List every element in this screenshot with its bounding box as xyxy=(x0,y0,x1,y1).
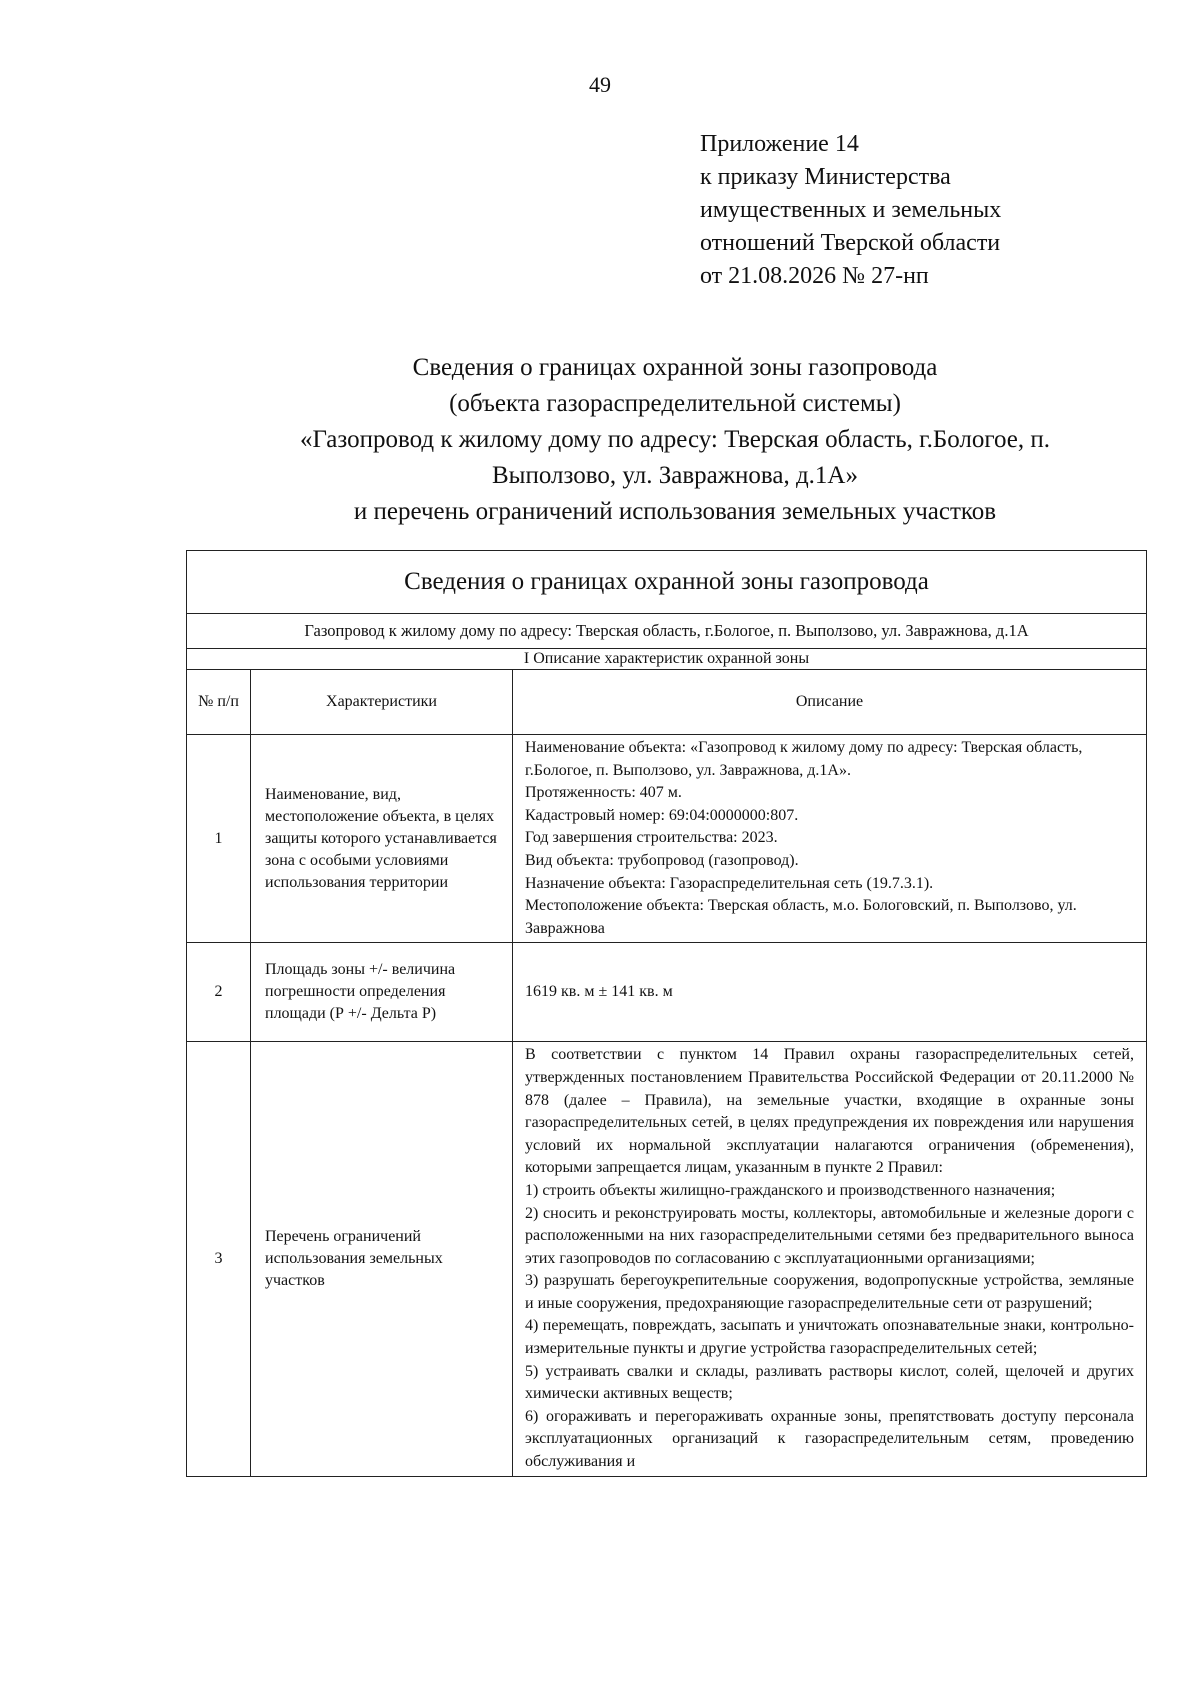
protection-zone-table xyxy=(186,550,1147,1477)
table-row xyxy=(187,1042,1147,1476)
description-line: 4) перемещать, повреждать, засыпать и уничтожать опознавательные знаки, контрольно-измерительные пункты и другие устройства газораспределительных сетей; xyxy=(525,1317,1134,1358)
appendix-line: к приказу Министерства xyxy=(700,164,951,190)
description-line: Год завершения строительства: 2023. xyxy=(525,829,778,847)
description-line: Кадастровый номер: 69:04:0000000:807. xyxy=(525,806,799,824)
title-line: (объекта газораспределительной системы) xyxy=(449,390,901,417)
description-line: 6) огораживать и перегораживать охранные зоны, препятствовать доступу персонала эксплуатационных организаций к газораспределительным сетям, проведению обслуживания и xyxy=(525,1407,1134,1471)
title-line: Выползово, ул. Завражнова, д.1А» xyxy=(491,462,858,489)
description-line: Местоположение объекта: Тверская область, м.о. Бологовский, п. Выползово, ул. Завражнова xyxy=(525,897,1077,937)
section-heading: I Описание характеристик охранной зоны xyxy=(187,649,1147,670)
description-line: 1) строить объекты жилищно-гражданского и производственного назначения; xyxy=(525,1181,1056,1199)
description-line: 1619 кв. м ± 141 кв. м xyxy=(525,983,673,1001)
appendix-line: Приложение 14 xyxy=(700,131,859,157)
title-line: и перечень ограничений использования земельных участков xyxy=(353,498,997,525)
column-header-description: Описание xyxy=(513,670,1147,735)
description-line: Вид объекта: трубопровод (газопровод). xyxy=(525,851,799,869)
table-row xyxy=(187,943,1147,1042)
document-title xyxy=(150,350,1200,530)
appendix-line: отношений Тверской области xyxy=(700,230,1001,256)
description-line: 3) разрушать берегоукрепительные сооружения, водопропускные устройства, земляные и иные сооружения, предохраняющие газораспределительные сети от разрушений; xyxy=(525,1272,1134,1312)
row-characteristic: Наименование, вид, местоположение объекта, в целях защиты которого устанавливается зона с особыми условиями использования территории xyxy=(251,735,513,943)
title-line: Сведения о границах охранной зоны газопровода xyxy=(412,354,938,381)
description-line: 5) устраивать свалки и склады, разливать растворы кислот, солей, щелочей и других химически активных веществ; xyxy=(525,1362,1134,1403)
description-line: Наименование объекта: «Газопровод к жилому дому по адресу: Тверская область, г.Бологое, п. Выползово, ул. Завражнова, д.1А». xyxy=(525,739,1083,779)
description-line: Протяженность: 407 м. xyxy=(525,784,682,802)
column-header-characteristics: Характеристики xyxy=(251,670,513,735)
appendix-reference xyxy=(700,128,1001,293)
row-characteristic: Перечень ограничений использования земельных участков xyxy=(251,1042,513,1476)
row-characteristic: Площадь зоны +/- величина погрешности определения площади (Р +/- Дельта Р) xyxy=(251,943,513,1042)
title-line: «Газопровод к жилому дому по адресу: Тверская область, г.Бологое, п. xyxy=(299,426,1051,453)
appendix-line: имущественных и земельных xyxy=(700,197,1002,223)
appendix-line: от 21.08.2026 № 27-нп xyxy=(700,263,929,289)
row-number: 2 xyxy=(187,943,251,1042)
row-description xyxy=(513,735,1147,943)
table-heading: Сведения о границах охранной зоны газопровода xyxy=(187,551,1147,614)
description-line: В соответствии с пунктом 14 Правил охраны газораспределительных сетей, утвержденных постановлением Правительства Российской Федерации от 20.11.2000 № 878 (далее – Правила), на земельные участки, входящие в охранные зоны газораспределительных сетей, в целях предупреждения их повреждения или нарушения условий их нормальной эксплуатации налагаются ограничения (обременения), которыми запрещается лицам, указанным в пункте 2 Правил: xyxy=(525,1046,1134,1177)
column-header-number: № п/п xyxy=(187,670,251,735)
row-description xyxy=(513,943,1147,1042)
page-number: 49 xyxy=(589,72,611,97)
row-number: 3 xyxy=(187,1042,251,1476)
description-line: 2) сносить и реконструировать мосты, коллекторы, автомобильные и железные дороги с расположенными на них газораспределительными сетями без предварительного выноса этих газопроводов по согласованию с эксплуатационными организациями; xyxy=(525,1204,1134,1267)
row-number: 1 xyxy=(187,735,251,943)
row-description xyxy=(513,1042,1147,1476)
table-row xyxy=(187,735,1147,943)
description-line: Назначение объекта: Газораспределительная сеть (19.7.3.1). xyxy=(525,874,934,892)
object-name-row: Газопровод к жилому дому по адресу: Тверская область, г.Бологое, п. Выползово, ул. Завражнова, д.1А xyxy=(187,614,1147,649)
